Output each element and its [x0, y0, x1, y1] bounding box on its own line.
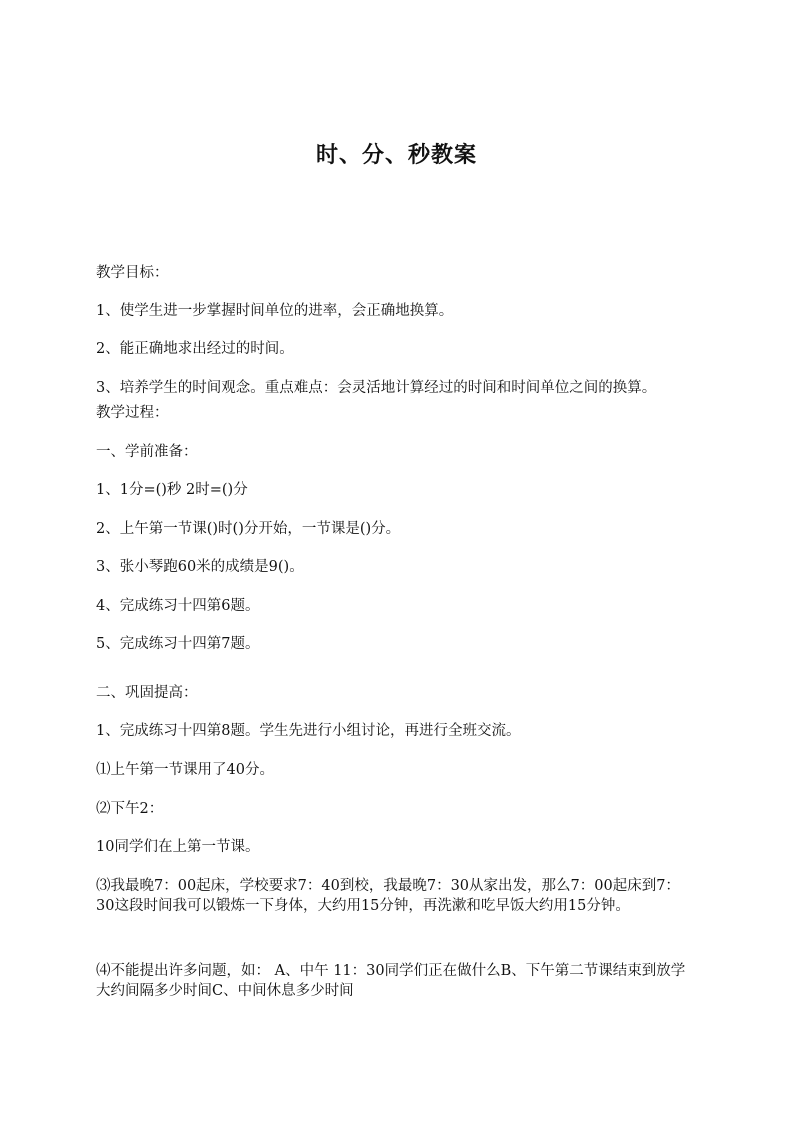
paragraph-goal-2: 2、能正确地求出经过的时间。 — [96, 341, 294, 357]
paragraph-prep-3: 3、张小琴跑60米的成绩是9()。 — [96, 559, 304, 575]
paragraph-sub-4: ⑷不能提出许多问题，如： A、中午 11：30同学们正在做什么B、下午第二节课结束到放学大约间隔多少时间C、中间休息多少时间 — [96, 963, 686, 999]
document-title: 时、分、秒教案 — [315, 143, 477, 168]
paragraph-teaching-goals: 教学目标： — [96, 265, 169, 281]
paragraph-prep-5: 5、完成练习十四第7题。 — [96, 636, 260, 652]
paragraph-sub-2: ⑵下午2： — [96, 801, 164, 817]
paragraph-sub-3: ⑶我最晚7：00起床，学校要求7：40到校，我最晚7：30从家出发，那么7：00起床到7：30这段时间我可以锻炼一下身体，大约用15分钟，再洗漱和吃早饭大约用15分钟。 — [96, 878, 680, 914]
paragraph-section-1: 一、学前准备： — [96, 444, 198, 460]
paragraph-goal-3: 3、培养学生的时间观念。重点难点：会灵活地计算经过的时间和时间单位之间的换算。 — [96, 380, 657, 396]
paragraph-consolidate-1: 1、完成练习十四第8题。学生先进行小组讨论，再进行全班交流。 — [96, 723, 521, 739]
paragraph-section-2: 二、巩固提高： — [96, 685, 198, 701]
paragraph-prep-2: 2、上午第一节课()时()分开始，一节课是()分。 — [96, 521, 401, 537]
paragraph-prep-1: 1、1分=()秒 2时=()分 — [96, 482, 248, 498]
paragraph-prep-4: 4、完成练习十四第6题。 — [96, 598, 260, 614]
paragraph-goal-1: 1、使学生进一步掌握时间单位的进率，会正确地换算。 — [96, 303, 454, 319]
paragraph-sub-2-cont: 10同学们在上第一节课。 — [96, 839, 260, 855]
paragraph-sub-1: ⑴上午第一节课用了40分。 — [96, 762, 274, 778]
paragraph-teaching-process: 教学过程： — [96, 405, 169, 421]
